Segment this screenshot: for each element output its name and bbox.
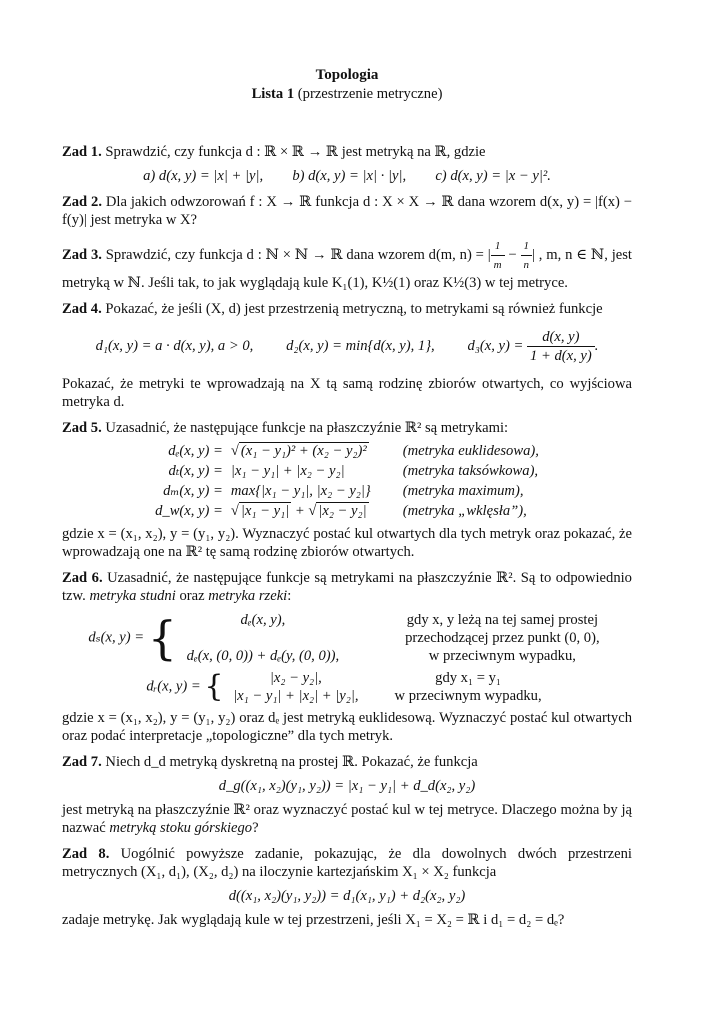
problem-3	[62, 237, 632, 292]
case-cond: w przeciwnym wypadku,	[428, 648, 576, 664]
case-expr: |x₂ − y₂|,	[269, 670, 322, 686]
document-page	[62, 66, 632, 929]
metric-row	[151, 501, 543, 521]
problem-text: Sprawdzić, czy funkcja d : ℕ × ℕ → ℝ dana wzorem d(m, n) =	[105, 246, 484, 263]
list-topic: (przestrzenie metryczne)	[297, 86, 443, 102]
abs-fraction: | $\frac{1}{m}$ − $\frac{1}{n}$ |	[488, 247, 539, 263]
problem-4-formulas: d₁(x, y) = a · d(x, y), a > 0, d₂(x, y) = min{d(x, y), 1}, d₃(x, y) = $\frac{d(x, y)}{1 + d(x, y)}$ .	[95, 329, 599, 364]
fraction-denominator: 1 + d(x, y)	[530, 348, 592, 364]
problem-label: Zad 5.	[62, 420, 102, 436]
problem-text: Pokazać, że jeśli (X, d) jest przestrzenią metryczną, to metrykami są również funkcje	[105, 301, 603, 317]
metric-rhs: √ |x₁ − y₁| + √ |x₂ − y₂|	[230, 503, 367, 519]
problem-text: Uzasadnić, że następujące funkcje są metrykami na płaszczyźnie ℝ². Są to odpowiednio tzw.	[62, 570, 632, 604]
case-expr: |x₁ − y₁| + |x₂| + |y₂|,	[233, 688, 359, 704]
case-expr	[181, 629, 345, 647]
dr-cases	[227, 669, 547, 705]
problem-text-after: gdzie x = (x₁, x₂), y = (y₁, y₂) oraz dₑ jest metryką euklidesową. Wyznaczyć postać kul otwartych oraz podać interpretacje „topologiczne” dla tych metryk.	[62, 710, 632, 744]
problem-label: Zad 6.	[62, 570, 103, 586]
option-a: a) d(x, y) = |x| + |y|,	[143, 168, 264, 184]
ds-formula	[62, 611, 632, 665]
metric-rhs: √ (x₁ − y₁)² + (x₂ − y₂)²	[230, 443, 367, 459]
case-cond: przechodzącej przez punkt (0, 0),	[405, 630, 600, 646]
metric-row	[151, 441, 543, 461]
metric-name-river: metryka rzeki	[208, 588, 288, 604]
left-brace: {	[204, 669, 224, 704]
ds-cases	[181, 611, 606, 665]
problem-text-after: zadaje metrykę. Jak wyglądają kule w tej przestrzeni, jeśli X₁ = X₂ = ℝ i d₁ = d₂ = dₑ?	[62, 912, 565, 928]
problem-text: Uogólnić powyższe zadanie, pokazując, że dla dowolnych dwóch przestrzeni metrycznych (X₁, d₁), (X₂, d₂) na iloczynie kartezjańskim X₁ × X₂ funkcja	[62, 846, 632, 880]
problem-text-after: jest metryką na płaszczyźnie ℝ² oraz wyznaczyć postać kul w tej metryce. Dlaczego można by ją nazwać	[62, 802, 632, 836]
problem-label: Zad 2.	[62, 194, 102, 210]
problem-2	[62, 193, 632, 229]
fraction-numerator: d(x, y)	[527, 328, 595, 347]
metric-name: (metryka „wklęsła”),	[402, 503, 527, 519]
metric-rhs: max{|x₁ − y₁|, |x₂ − y₂|}	[230, 483, 371, 499]
problem-text-after: gdzie x = (x₁, x₂), y = (y₁, y₂). Wyznaczyć postać kul otwartych dla tych metryk oraz pokazać, że wprowadzają one na ℝ² tę samą rodzinę zbiorów otwartych.	[62, 526, 632, 560]
metrics-table	[151, 441, 543, 521]
metric-name-well: metryka studni	[89, 588, 176, 604]
metric-lhs: d_w(x, y) =	[155, 503, 223, 519]
metric-row	[151, 461, 543, 481]
metric-lhs: dₘ(x, y) =	[163, 483, 223, 499]
metric-name: (metryka euklidesowa),	[402, 443, 539, 459]
dr-lhs: dᵣ(x, y) =	[146, 678, 201, 695]
case-expr: dₑ(x, (0, 0)) + dₑ(y, (0, 0)),	[186, 648, 340, 664]
formula-d3-fraction	[527, 328, 595, 365]
option-b: b) d(x, y) = |x| · |y|,	[292, 168, 407, 184]
problem-7	[62, 753, 632, 837]
problem-label: Zad 7.	[62, 754, 102, 770]
problem-text: Niech d_d metryką dyskretną na prostej ℝ. Pokazać, że funkcja	[105, 754, 478, 770]
question-mark: ?	[252, 820, 259, 836]
problem-1	[62, 143, 632, 185]
problem-text-cont: , m, n ∈ ℕ, jest metryką w ℕ. Jeśli tak, to jak wyglądają kule K₁(1), K½(1) oraz K½(3) w tej metryce.	[62, 246, 632, 291]
document-title: Topologia	[315, 67, 379, 83]
problem-text-after: Pokazać, że metryki te wprowadzają na X tą samą rodzinę zbiorów otwartych, co wyjściowa metryka d.	[62, 376, 632, 410]
formula-d2: d₂(x, y) = min{d(x, y), 1},	[286, 337, 435, 354]
case-expr: dₑ(x, y),	[240, 612, 286, 628]
problem-label: Zad 4.	[62, 301, 102, 317]
problem-5	[62, 419, 632, 561]
problem-7-formula: d_g((x₁, x₂)(y₁, y₂)) = |x₁ − y₁| + d_d(x₂, y₂)	[218, 778, 476, 794]
colon: :	[287, 588, 292, 604]
problem-8-formula: d((x₁, x₂)(y₁, y₂)) = d₁(x₁, y₁) + d₂(x₂, y₂)	[228, 888, 466, 904]
case-cond: gdy x, y leżą na tej samej prostej	[406, 612, 598, 628]
metric-name-slope: metryką stoku górskiego	[109, 820, 253, 836]
metric-rhs: |x₁ − y₁| + |x₂ − y₂|	[230, 463, 345, 479]
metric-name: (metryka taksówkowa),	[402, 463, 539, 479]
connector-text: oraz	[179, 588, 205, 604]
formula-d3: d₃(x, y) =	[467, 337, 524, 354]
problem-label: Zad 8.	[62, 846, 110, 862]
problem-label: Zad 3.	[62, 246, 102, 263]
document-subtitle	[62, 85, 632, 103]
problem-6	[62, 569, 632, 745]
left-brace: {	[147, 611, 178, 665]
dr-formula	[62, 669, 632, 705]
problem-4	[62, 300, 632, 411]
problem-text: Uzasadnić, że następujące funkcje na płaszczyźnie ℝ² są metrykami:	[105, 420, 509, 436]
problem-label: Zad 1.	[62, 144, 102, 160]
metric-lhs: dₜ(x, y) =	[168, 463, 223, 479]
problem-text: Dla jakich odwzorowań f : X → ℝ funkcja d : X × X → ℝ dana wzorem d(x, y) = |f(x) − f(y)| jest metryka w X?	[62, 194, 632, 228]
metric-lhs: dₑ(x, y) =	[168, 443, 223, 459]
case-cond: gdy x₁ = y₁	[435, 670, 501, 686]
problem-1-options	[62, 167, 632, 185]
option-c: c) d(x, y) = |x − y|².	[435, 168, 551, 184]
metric-row	[151, 481, 543, 501]
metric-name: (metryka maximum),	[402, 483, 524, 499]
ds-lhs: dₛ(x, y) =	[88, 629, 145, 646]
problem-text: Sprawdzić, czy funkcja d : ℝ × ℝ → ℝ jest metryką na ℝ, gdzie	[105, 144, 486, 160]
list-label: Lista 1	[251, 86, 295, 102]
formula-d1: d₁(x, y) = a · d(x, y), a > 0,	[95, 337, 254, 354]
case-cond: w przeciwnym wypadku,	[394, 688, 542, 704]
problem-8	[62, 845, 632, 929]
